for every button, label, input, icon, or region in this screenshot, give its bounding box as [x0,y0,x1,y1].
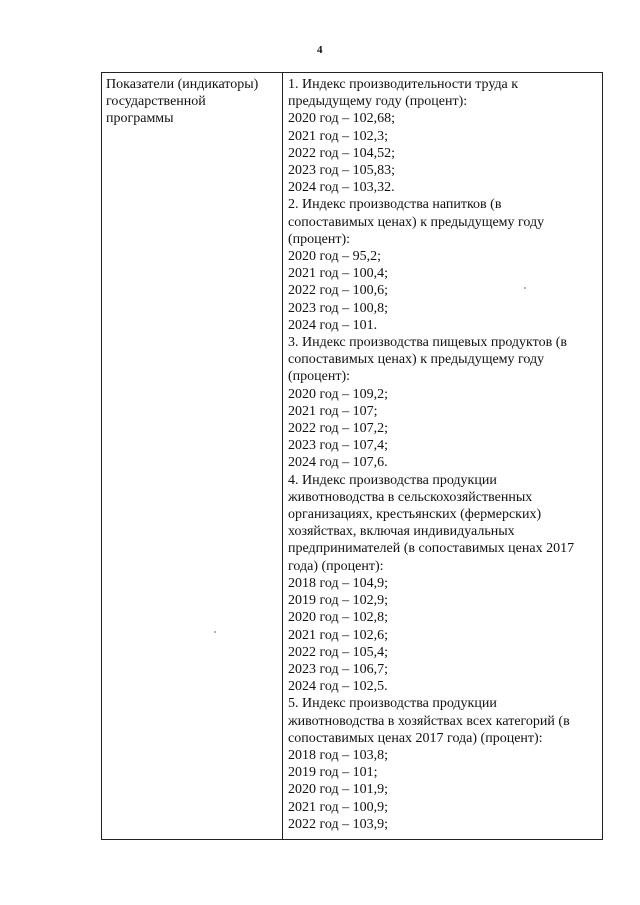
indicator-line: 2024 год – 101. [288,317,378,333]
indicators-values-cell [288,76,600,833]
indicator-line: 2024 год – 107,6. [288,455,388,471]
indicator-line: животноводства в хозяйствах всех категорий (в [288,713,570,729]
label-line: Показатели (индикаторы) [106,77,259,92]
indicator-line: 2022 год – 107,2; [288,421,389,437]
indicator-line: 5. Индекс производства продукции [288,696,497,712]
indicator-line: хозяйствах, включая индивидуальных [288,524,515,540]
indicator-line: сопоставимых ценах) к предыдущему году [288,352,545,368]
indicator-line: 2021 год – 102,3; [288,128,389,144]
indicator-line: 2. Индекс производства напитков (в [288,197,502,213]
label-line: программы [106,111,174,127]
indicator-line: сопоставимых ценах) к предыдущему году [288,214,545,230]
indicator-line: 3. Индекс производства пищевых продуктов (в [288,335,567,351]
indicator-line: 2022 год – 104,52; [288,145,396,161]
indicator-line: предыдущему году (процент): [288,94,468,110]
column-divider [282,73,283,839]
indicator-line: 4. Индекс производства продукции [288,472,497,488]
indicator-line: (процент): [288,369,351,385]
indicator-line: года) (процент): [288,558,384,574]
indicators-label-cell [106,76,278,128]
indicator-line: 2024 год – 103,32. [288,180,395,196]
indicator-line: животноводства в сельскохозяйственных [288,489,533,505]
page-number: 4 [317,44,323,56]
indicator-line: 2022 год – 105,4; [288,644,389,660]
indicator-line: 2023 год – 107,4; [288,438,389,454]
indicator-line: 2020 год – 109,2; [288,386,389,402]
scan-speck [524,287,526,289]
indicator-line: предпринимателей (в сопоставимых ценах 2017 [288,541,575,557]
indicator-line: 2018 год – 103,8; [288,747,389,763]
indicator-line: сопоставимых ценах 2017 года) (процент): [288,730,543,746]
indicator-line: 2021 год – 100,4; [288,266,389,282]
indicator-line: 2018 год – 104,9; [288,575,389,591]
indicator-line: 2020 год – 95,2; [288,249,382,265]
indicator-line: 2022 год – 103,9; [288,816,389,832]
indicator-line: 2020 год – 101,9; [288,782,389,798]
indicator-line: организациях, крестьянских (фермерских) [288,507,542,523]
indicator-line: 2021 год – 100,9; [288,799,389,815]
indicator-line: 2020 год – 102,68; [288,111,396,127]
indicator-line: 2023 год – 106,7; [288,661,389,677]
indicator-line: (процент): [288,231,351,247]
indicator-line: 2021 год – 107; [288,403,378,419]
indicator-line: 2021 год – 102,6; [288,627,389,643]
indicator-line: 2024 год – 102,5. [288,679,388,695]
indicator-line: 2022 год – 100,6; [288,283,389,299]
label-line: государственной [106,94,206,110]
indicator-line: 2019 год – 102,9; [288,593,389,609]
indicator-line: 2023 год – 105,83; [288,163,396,179]
indicator-line: 2020 год – 102,8; [288,610,389,626]
indicator-line: 2019 год – 101; [288,765,378,781]
indicators-table [101,72,603,840]
indicator-line: 1. Индекс производительности труда к [288,77,519,92]
indicator-line: 2023 год – 100,8; [288,300,389,316]
scan-speck [214,631,216,633]
